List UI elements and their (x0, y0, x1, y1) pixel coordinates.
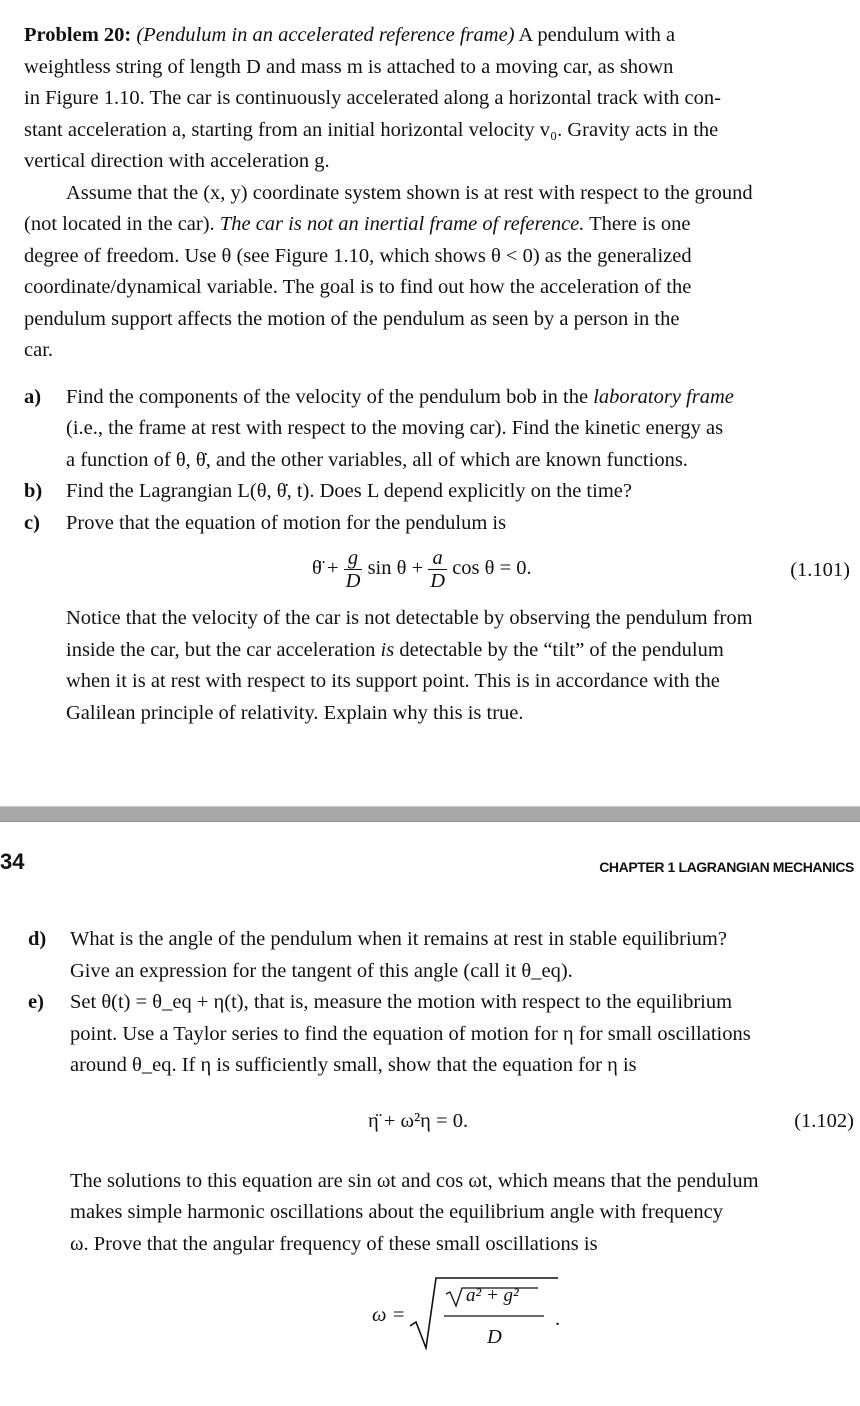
part-label: b) (24, 480, 43, 502)
problem-text: vertical direction with acceleration g. (24, 150, 330, 172)
part-e (0, 987, 860, 1360)
eq-term: sin θ + (367, 557, 424, 580)
part-a (0, 382, 860, 477)
problem-text: There is one (589, 213, 691, 235)
part-c (0, 508, 860, 730)
numerator: a (428, 547, 447, 570)
problem-emphasis: The car is not an inertial frame of reference. (219, 213, 585, 235)
problem-text: coordinate/dynamical variable. The goal is to find out how the acceleration of the (24, 276, 692, 298)
part-d (0, 924, 860, 987)
eq-term: . (555, 1308, 561, 1330)
numerator: a² + g² (466, 1285, 519, 1306)
part-text-line (66, 382, 860, 414)
part-b (0, 476, 860, 508)
part-label: d) (28, 928, 47, 950)
part-emphasis: laboratory frame (593, 385, 734, 408)
denominator: D (345, 570, 361, 592)
problem-text-line (0, 209, 860, 241)
eq-term: cos θ = 0. (452, 557, 532, 580)
problem-text: degree of freedom. Use θ (see Figure 1.10, which shows θ < 0) as the generalized (24, 244, 692, 267)
page-number: 34 (0, 849, 25, 874)
fraction-g-over-D (344, 547, 363, 592)
part-text: ω. Prove that the angular frequency of these small oscillations is (70, 1232, 598, 1255)
part-text: makes simple harmonic oscillations about the equilibrium angle with frequency (70, 1201, 723, 1223)
part-text: Find the components of the velocity of the pendulum bob in the (66, 385, 589, 408)
page-divider (0, 806, 860, 822)
part-text: Prove that the equation of motion for the pendulum is (66, 511, 507, 534)
part-text-line (66, 635, 860, 667)
part-text: Set θ(t) = θ_eq + η(t), that is, measure the motion with respect to the equilibrium (70, 991, 733, 1013)
equation-1-101 (66, 539, 860, 603)
problem-first-line (0, 20, 860, 52)
part-text: Galilean principle of relativity. Explain why this is true. (66, 701, 524, 724)
problem-text: A pendulum with a (518, 24, 676, 46)
problem-text: (not located in the car). (24, 213, 215, 235)
equation-omega (70, 1260, 860, 1360)
problem-text: car. (24, 339, 54, 361)
eq-term: ω = (372, 1304, 406, 1326)
problem-heading: Problem 20: (24, 24, 132, 46)
part-label: e) (28, 991, 44, 1013)
part-text: detectable by the “tilt” of the pendulum (399, 638, 724, 661)
denominator: D (487, 1326, 502, 1348)
problem-text: pendulum support affects the motion of the pendulum as seen by a person in the (24, 307, 680, 330)
problem-subtitle: (Pendulum in an accelerated reference frame) (136, 24, 515, 46)
part-emphasis: is (380, 638, 395, 661)
eq-term: θ̈ + (312, 557, 339, 580)
part-text: Find the Lagrangian L(θ, θ̇, t). Does L depend explicitly on the time? (66, 480, 632, 502)
numerator: g (344, 547, 363, 570)
part-text: around θ_eq. If η is sufficiently small, show that the equation for η is (70, 1054, 637, 1076)
equation-number: (1.102) (794, 1109, 854, 1132)
part-text: when it is at rest with respect to its support point. This is in accordance with the (66, 670, 720, 692)
part-text: Notice that the velocity of the car is not detectable by observing the pendulum from (66, 607, 753, 629)
equation-number: (1.101) (790, 559, 850, 581)
problem-text: Assume that the (x, y) coordinate system shown is at rest with respect to the ground (66, 181, 753, 204)
eq-term: η̈ + ω²η = 0. (368, 1109, 469, 1132)
part-text: point. Use a Taylor series to find the equation of motion for η for small oscillations (70, 1022, 751, 1045)
part-text: inside the car, but the car acceleration (66, 638, 376, 661)
part-text: Give an expression for the tangent of this angle (call it θ_eq). (70, 959, 573, 982)
part-text: What is the angle of the pendulum when it remains at rest in stable equilibrium? (70, 928, 727, 950)
fraction-a-over-D (428, 547, 447, 592)
problem-text: in Figure 1.10. The car is continuously accelerated along a horizontal track with con- (24, 87, 721, 109)
part-text: a function of θ, θ̇, and the other variables, all of which are known functions. (66, 448, 688, 471)
running-head: CHAPTER 1 LAGRANGIAN MECHANICS (599, 859, 854, 875)
problem-text: weightless string of length D and mass m is attached to a moving car, as shown (24, 55, 674, 78)
problem-text: stant acceleration a, starting from an initial horizontal velocity v₀. Gravity acts in the (24, 118, 719, 141)
part-label: a) (24, 385, 42, 408)
denominator: D (430, 570, 446, 592)
part-text: (i.e., the frame at rest with respect to the moving car). Find the kinetic energy as (66, 417, 724, 439)
equation-1-102 (70, 1082, 860, 1166)
part-text: The solutions to this equation are sin ωt and cos ωt, which means that the pendulum (70, 1169, 759, 1192)
part-label: c) (24, 511, 40, 534)
